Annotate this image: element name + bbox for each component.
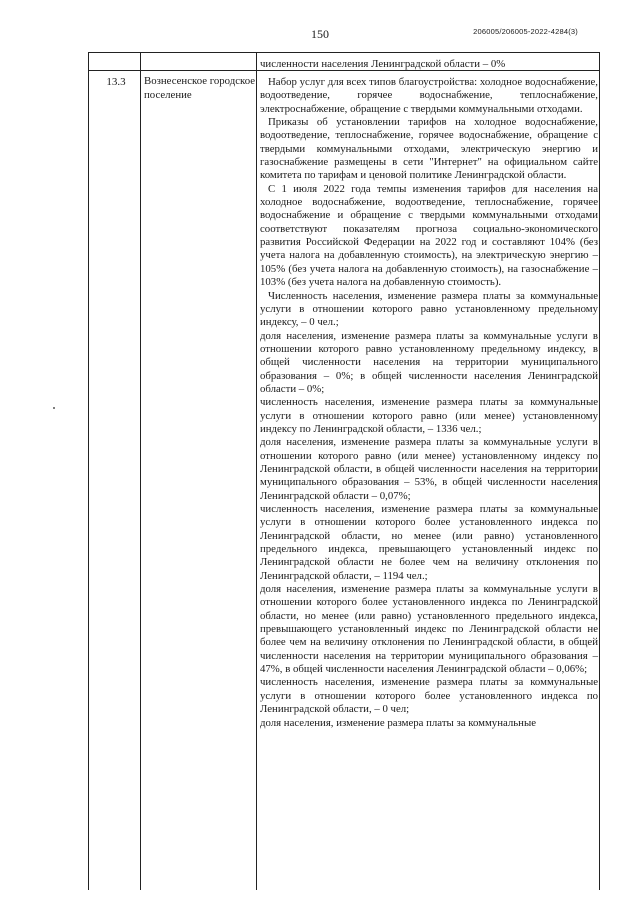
table-border-col2 bbox=[256, 52, 257, 890]
table-border-top bbox=[88, 52, 600, 53]
table-border-right bbox=[599, 52, 600, 890]
carry-over-line: численности населения Ленинградской области – 0% bbox=[260, 58, 506, 70]
row-number: 13.3 bbox=[106, 76, 126, 88]
table-border-col1 bbox=[140, 52, 141, 890]
scan-speck bbox=[53, 407, 55, 409]
paragraph-services: Набор услуг для всех типов благоустройства: холодное водоснабжение, водоотведение, горячее водоснабжение, теплоснабжение, электроснабжение, обращение с твердыми коммунальными отходами. bbox=[260, 76, 598, 115]
paragraph-population-equal-limit: Численность населения, изменение размера платы за коммунальные услуги в отношении которого равно установленному предельному индексу, – 0 чел.; bbox=[260, 289, 598, 329]
paragraph-share-above-index: доля населения, изменение размера платы за коммунальные bbox=[260, 716, 537, 729]
paragraph-population-above-index: численность населения, изменение размера платы за коммунальные услуги в отношении которого более установленного индекса по Ленинградской области, – 0 чел; bbox=[260, 676, 598, 716]
paragraph-population-below-index: численность населения, изменение размера платы за коммунальные услуги в отношении которого равно (или менее) установленному индексу по Ленинградской области, – 1336 чел.; bbox=[260, 396, 598, 435]
row-content bbox=[260, 76, 598, 730]
paragraph-population-within-deviation: численность населения, изменение размера платы за коммунальные услуги в отношении которого более установленного индекса по Ленинградской области, но менее (или равно) установленного предельного индекса, превышающего установленный индекс по Ленинградской области не более чем на величину отклонения по Ленинградской области, – 1194 чел.; bbox=[260, 503, 598, 582]
paragraph-share-below-index: доля населения, изменение размера платы за коммунальные услуги в отношении которого равно (или менее) установленному индексу по Ленинградской области, в общей численности населения на территории муниципального образования – 53%, в общей численности населения Ленинградской области – 0,07%; bbox=[260, 436, 598, 502]
paragraph-tariff-rates: С 1 июля 2022 года темпы изменения тарифов для населения на холодное водоснабжение, водоотведение, теплоснабжение, горячее водоснабжение и обращение с твердыми коммунальными отходами соответствуют показателям прогноза социально-экономического развития Российской Федерации на 2022 год и составляют 104% (без учета налога на добавленную стоимость), на электрическую энергию – 105% (без учета налога на добавленную стоимость), на газоснабжение – 103% (без учета налога на добавленную стоимость). bbox=[260, 182, 598, 289]
document-code: 206005/206005-2022-4284(3) bbox=[473, 27, 578, 36]
page-number: 150 bbox=[311, 27, 329, 41]
paragraph-orders: Приказы об установлении тарифов на холодное водоснабжение, водоотведение, теплоснабжение, горячее водоснабжение, обращение с твердыми коммунальными отходами, электрическую энергию и газоснабжение размещены в сети "Интернет" на официальном сайте комитета по тарифам и ценовой политике Ленинградской области. bbox=[260, 116, 598, 182]
paragraph-share-equal-limit: доля населения, изменение размера платы за коммунальные услуги в отношении которого равно установленному предельному индексу, в общей численности населения на территории муниципального образования – 0%; в общей численности населения Ленинградской области – 0%; bbox=[260, 329, 598, 395]
document-table bbox=[88, 52, 600, 890]
paragraph-share-within-deviation: доля населения, изменение размера платы за коммунальные услуги в отношении которого более установленного индекса по Ленинградской области, но менее (или равно) установленного предельного индекса, превышающего установленный индекс по Ленинградской области не более чем на величину отклонения по Ленинградской области, в общей численности населения на территории муниципального образования – 47%, в общей численности населения Ленинградской области – 0,06%; bbox=[260, 583, 598, 676]
table-border-left bbox=[88, 52, 89, 890]
settlement-name: Вознесенское городское поселение bbox=[144, 75, 256, 101]
